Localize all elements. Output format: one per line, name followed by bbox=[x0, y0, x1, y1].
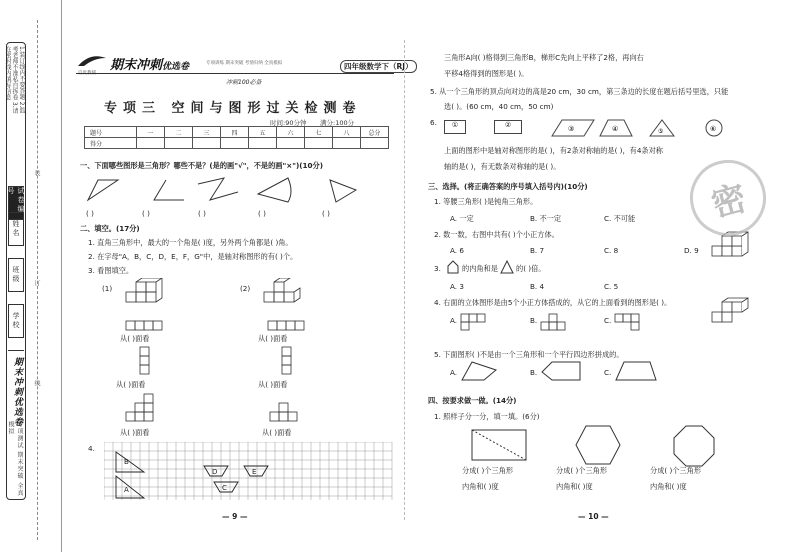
score-input[interactable] bbox=[193, 138, 221, 149]
choice-5-a[interactable]: A. bbox=[450, 368, 458, 377]
choice-4-a-figure bbox=[460, 312, 500, 334]
choice-1-a[interactable]: A. 一定 bbox=[450, 214, 474, 223]
class-field[interactable]: 班级 bbox=[8, 258, 24, 292]
choice-1-c[interactable]: C. 不可能 bbox=[604, 214, 636, 223]
q1-shapes bbox=[80, 176, 400, 204]
question-1: 一、下面哪些图形是三角形？哪些不是？(是的画"√"，不是的画"×")(10分) bbox=[80, 161, 324, 170]
header-rule bbox=[76, 73, 394, 74]
score-input[interactable] bbox=[137, 138, 165, 149]
question-2-6-text2: 轴的是( )，有无数条对称轴的是( )。 bbox=[444, 162, 561, 171]
binding-notes: 1.装订线内不要答题 2.监考老师不准私自拆卷 3.请在密封线内填写信息 bbox=[4, 46, 25, 114]
choice-2: 2. 数一数，右图中共有( )个小正方体。 bbox=[434, 230, 559, 239]
task-1: 1. 照样子分一分，填一填。(6分) bbox=[434, 412, 540, 421]
q1-answer-3[interactable]: ( ) bbox=[198, 209, 206, 218]
score-input[interactable] bbox=[165, 138, 193, 149]
iso-cubes-1 bbox=[118, 278, 178, 312]
name-field[interactable]: 姓名 bbox=[8, 212, 24, 246]
question-2-2: 2. 在字母"A，B，C，D，E，F，G"中，是轴对称图形的有( )个。 bbox=[88, 252, 298, 261]
translation-grid bbox=[104, 442, 394, 500]
choice-3-c[interactable]: C. 5 bbox=[604, 282, 619, 291]
section-3-title: 三、选择。(将正确答案的序号填入括号内)(10分) bbox=[428, 182, 588, 191]
question-2-4: 4. bbox=[88, 444, 95, 453]
q4-continued-2: 平移4格得到的图形是( )。 bbox=[444, 69, 529, 78]
question-2: 二、填空。(17分) bbox=[80, 224, 140, 233]
grid-label-d: D bbox=[212, 468, 218, 476]
view-a-figure-2 bbox=[266, 320, 316, 332]
view-b-label[interactable]: 从( )面看 bbox=[116, 380, 146, 389]
choice-3-mid: 的内角和是 bbox=[462, 264, 498, 273]
binding-brand-sub: 专项测试 期末突破 全真模拟 bbox=[7, 421, 23, 497]
question-2-1: 1. 直角三角形中，最大的一个角是( )度，另外两个角都是( )角。 bbox=[88, 238, 293, 247]
choice-5-b-figure bbox=[540, 360, 584, 382]
triangle-icon bbox=[500, 260, 514, 274]
choice-3-prefix: 3. bbox=[434, 264, 441, 273]
score-cell: 三 bbox=[193, 127, 221, 138]
page-number-right: — 10 — bbox=[578, 512, 609, 521]
pentagon-icon bbox=[446, 260, 460, 274]
binding-brand bbox=[8, 350, 24, 498]
cut-label-b: 订 bbox=[33, 280, 40, 286]
score-table bbox=[84, 126, 389, 149]
choice-4: 4. 右面的立体图形是由5个小正方体搭成的，从它的上面看到的图形是( )。 bbox=[434, 298, 672, 307]
page-divider bbox=[404, 40, 405, 520]
view-a-figure bbox=[124, 320, 174, 332]
question-2-6: 6. bbox=[430, 118, 437, 127]
section-title: 专项三 空间与图形过关检测卷 bbox=[104, 101, 362, 116]
figure-2-label: (2) bbox=[240, 284, 251, 293]
score-cell: 五 bbox=[249, 127, 277, 138]
shape-zigzag bbox=[198, 178, 238, 200]
choice-5: 5. 下面图形( )不是由一个三角形和一个平行四边形拼成的。 bbox=[434, 350, 624, 359]
question-2-5: 5. 从一个三角形的顶点向对边的高是20 cm，30 cm，第三条边的长度在题后括号里选，只能 bbox=[430, 87, 729, 96]
score-input[interactable] bbox=[221, 138, 249, 149]
view-a-label-2[interactable]: 从( )面看 bbox=[258, 334, 288, 343]
view-c-figure bbox=[124, 392, 174, 424]
choice-3-a[interactable]: A. 3 bbox=[450, 282, 464, 291]
q6-shapes bbox=[542, 118, 742, 138]
octagon bbox=[672, 424, 716, 468]
score-cell: 一 bbox=[137, 127, 165, 138]
grid-label-b: B bbox=[124, 458, 129, 466]
figure-1-label: (1) bbox=[102, 284, 113, 293]
q1-answer-5[interactable]: ( ) bbox=[322, 209, 330, 218]
q1-answer-4[interactable]: ( ) bbox=[258, 209, 266, 218]
task-1-count-1[interactable]: 分成( )个三角形 bbox=[462, 466, 514, 475]
grade-label: 四年级数学下（RJ） bbox=[340, 60, 417, 73]
view-a-label[interactable]: 从( )面看 bbox=[120, 334, 150, 343]
choice-3-b[interactable]: B. 4 bbox=[530, 282, 545, 291]
full-score: 满分:100分 bbox=[320, 119, 355, 127]
grid-label-c: C bbox=[222, 484, 227, 492]
choice-1: 1. 等腰三角形( )是钝角三角形。 bbox=[434, 197, 538, 206]
score-table-header bbox=[85, 127, 389, 138]
section-4-title: 四、按要求做一做。(14分) bbox=[428, 396, 517, 405]
q1-answer-2[interactable]: ( ) bbox=[142, 209, 150, 218]
score-input[interactable] bbox=[249, 138, 277, 149]
page-number-left: — 9 — bbox=[222, 512, 248, 521]
school-field[interactable]: 学校 bbox=[8, 304, 24, 338]
shape-open-angle bbox=[154, 180, 184, 200]
score-input[interactable] bbox=[277, 138, 305, 149]
view-c-figure-2 bbox=[268, 392, 318, 424]
choice-5-a-figure bbox=[460, 360, 500, 382]
header-subtitle: 冲刺100必备 bbox=[226, 79, 262, 86]
cut-label-c: 线 bbox=[33, 380, 40, 386]
shape-triangle-1 bbox=[88, 180, 118, 200]
choice-5-b[interactable]: B. bbox=[530, 368, 538, 377]
task-1-count-3[interactable]: 分成( )个三角形 bbox=[650, 466, 702, 475]
view-b-figure bbox=[138, 346, 152, 376]
view-b-figure-2 bbox=[280, 346, 294, 376]
choice-4-c[interactable]: C. bbox=[604, 316, 612, 325]
choice-4-a[interactable]: A. bbox=[450, 316, 458, 325]
choice-1-b[interactable]: B. 不一定 bbox=[530, 214, 562, 223]
score-cell: 六 bbox=[277, 127, 305, 138]
choice-2-d[interactable]: D. 9 bbox=[684, 246, 699, 255]
brand-main: 期末冲刺 bbox=[110, 58, 163, 73]
question-2-6-text1: 上面的图形中是轴对称图形的是( )，有2条对称轴的是( )，有4条对称 bbox=[444, 146, 663, 155]
score-cell: 总分 bbox=[361, 127, 389, 138]
shape-triangle-2 bbox=[330, 180, 356, 202]
brand-title bbox=[110, 54, 189, 73]
choice-5-c[interactable]: C. bbox=[604, 368, 612, 377]
shape-3-label: ③ bbox=[568, 125, 575, 133]
task-1-count-2[interactable]: 分成( )个三角形 bbox=[556, 466, 608, 475]
q1-answer-1[interactable]: ( ) bbox=[86, 209, 94, 218]
brand-suffix: 优选卷 bbox=[162, 62, 190, 72]
grid-label-e: E bbox=[252, 468, 257, 476]
score-cell: 二 bbox=[165, 127, 193, 138]
score-input[interactable] bbox=[361, 138, 389, 149]
divided-rectangle bbox=[470, 428, 530, 462]
secret-stamp: 密 bbox=[681, 151, 774, 244]
header-tagline: 专项训练 期末突破 考情归纳 全真模拟 bbox=[206, 61, 283, 66]
score-input[interactable] bbox=[333, 138, 361, 149]
choice-3-suffix: 的( )倍。 bbox=[516, 264, 546, 273]
task-1-angle-2[interactable]: 内角和( )度 bbox=[556, 482, 593, 491]
score-cell: 四 bbox=[221, 127, 249, 138]
choice-4-b-figure bbox=[540, 312, 580, 334]
publisher-logo bbox=[76, 52, 108, 70]
q4-continued-1: 三角形A向( )格得到三角形B，梯形C先向上平移了2格，再向右 bbox=[444, 53, 644, 62]
choice-2-b[interactable]: B. 7 bbox=[530, 246, 545, 255]
shape-curved bbox=[258, 178, 291, 202]
hexagon bbox=[574, 424, 622, 466]
score-cell: 得分 bbox=[85, 138, 137, 149]
choice-5-c-figure bbox=[614, 360, 658, 382]
view-b-label-2[interactable]: 从( )面看 bbox=[258, 380, 288, 389]
shape-1-square: ① bbox=[444, 120, 466, 134]
question-2-3: 3. 看图填空。 bbox=[88, 266, 134, 275]
view-c-label-2[interactable]: 从( )面看 bbox=[262, 428, 292, 437]
choice-2-c[interactable]: C. 8 bbox=[604, 246, 619, 255]
score-cell: 八 bbox=[333, 127, 361, 138]
cut-label-a: 装 bbox=[33, 170, 40, 176]
shape-4-label: ④ bbox=[612, 125, 619, 133]
solid-figure bbox=[708, 296, 756, 330]
choice-2-a[interactable]: A. 6 bbox=[450, 246, 464, 255]
binding-brand-title: 期末冲刺优选卷 bbox=[12, 357, 22, 427]
grid-label-a: A bbox=[124, 486, 129, 494]
shape-2-rectangle: ② bbox=[494, 120, 522, 134]
choice-4-b[interactable]: B. bbox=[530, 316, 538, 325]
score-table-row bbox=[85, 138, 389, 149]
choice-4-c-figure bbox=[614, 312, 654, 334]
iso-cubes-2 bbox=[258, 278, 318, 312]
shape-5-label: ⑤ bbox=[658, 128, 664, 135]
score-cell: 七 bbox=[305, 127, 333, 138]
binding-title-box: 试卷编号 bbox=[8, 186, 24, 220]
score-cell: 题号 bbox=[85, 127, 137, 138]
view-c-label[interactable]: 从( )面看 bbox=[120, 428, 150, 437]
score-input[interactable] bbox=[305, 138, 333, 149]
time-limit: 时间:90分钟 bbox=[270, 119, 307, 127]
task-1-angle-3[interactable]: 内角和( )度 bbox=[650, 482, 687, 491]
task-1-angle-1[interactable]: 内角和( )度 bbox=[462, 482, 499, 491]
shape-6-label: ⑥ bbox=[710, 125, 717, 133]
question-2-5b: 选( )。(60 cm，40 cm，50 cm) bbox=[444, 102, 554, 111]
